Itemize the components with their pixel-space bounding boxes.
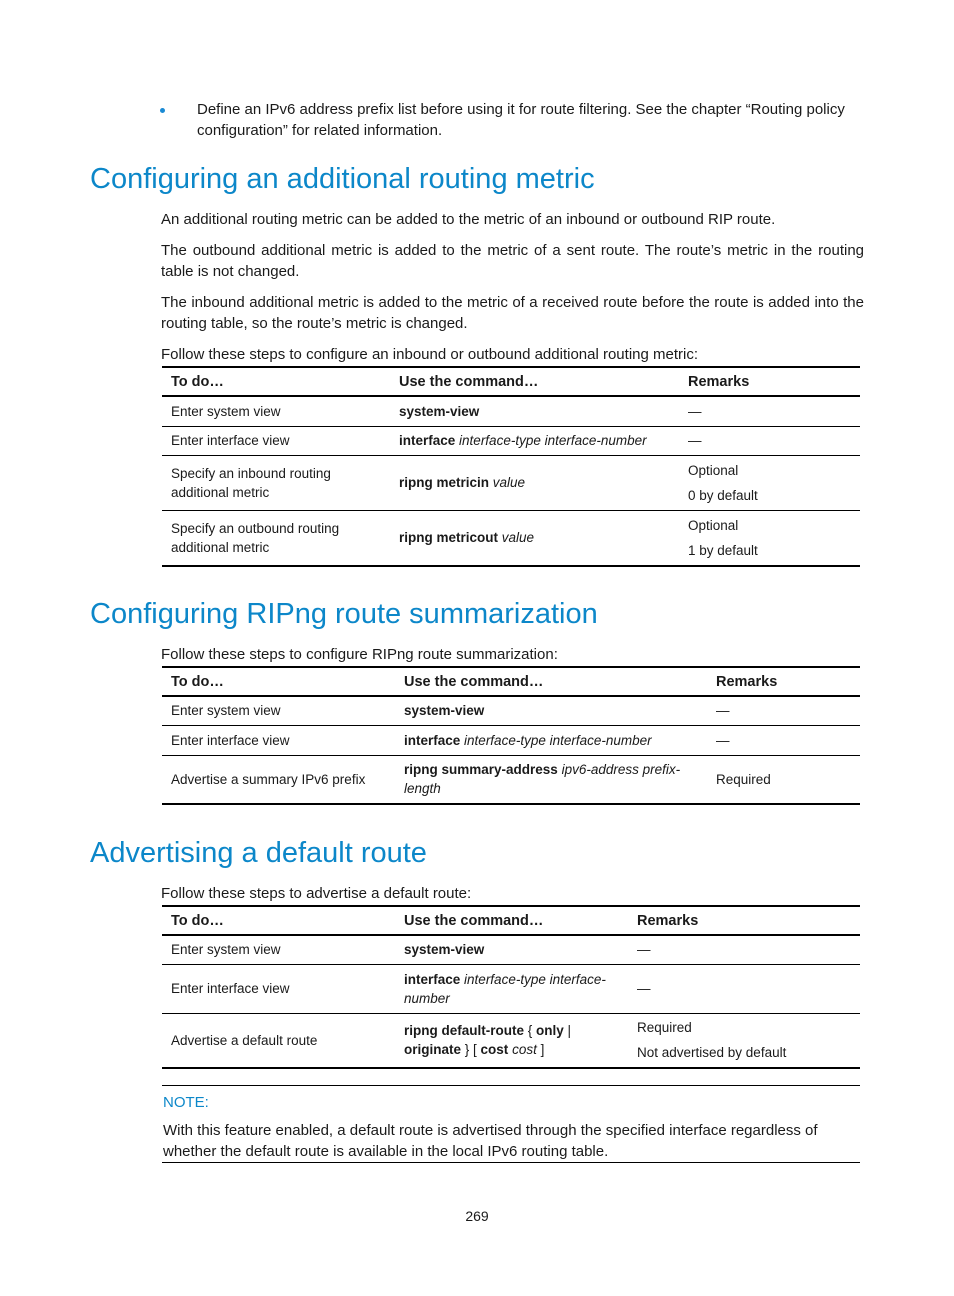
command-keyword: interface	[404, 732, 461, 748]
remarks-cell: Required	[707, 755, 860, 804]
paragraph: The outbound additional metric is added to the metric of a sent route. The route’s metric in the routing table is not changed.	[161, 242, 864, 280]
table-header-row	[162, 906, 860, 935]
header-remarks: Remarks	[628, 906, 860, 935]
section-heading-route-summarization: Configuring RIPng route summarization	[90, 598, 598, 630]
remarks-cell: —	[707, 696, 860, 725]
page-number: 269	[465, 1208, 489, 1224]
paragraph: An additional routing metric can be added to the metric of an inbound or outbound RIP route.	[161, 211, 776, 228]
header-remarks: Remarks	[679, 367, 860, 396]
command-keyword: ripng metricout	[399, 530, 499, 546]
command-keyword: interface	[399, 433, 456, 448]
todo-cell: Enter interface view	[162, 964, 395, 1013]
paragraph: Follow these steps to configure RIPng route summarization:	[161, 646, 558, 663]
remark-line: Required	[637, 1020, 692, 1036]
intro-bullet-text: Define an IPv6 address prefix list before using it for route filtering. See the chapter “Routing policy configuration” for related information.	[197, 101, 845, 139]
remark-line: 1 by default	[688, 542, 758, 558]
header-remarks: Remarks	[707, 667, 860, 696]
section-heading-default-route: Advertising a default route	[90, 837, 427, 869]
paragraph: Follow these steps to advertise a default route:	[161, 885, 472, 902]
table-header-row	[162, 367, 860, 396]
todo-cell: Enter system view	[162, 935, 395, 964]
command-cell	[395, 755, 707, 804]
command-keyword: system-view	[404, 942, 485, 958]
command-keyword: system-view	[404, 703, 485, 719]
todo-cell: Advertise a summary IPv6 prefix	[162, 755, 395, 804]
note-text: With this feature enabled, a default route is advertised through the specified interface regardless of whether the default route is available in the local IPv6 routing table.	[163, 1122, 818, 1160]
intro-bullet	[160, 99, 865, 141]
command-cell	[395, 696, 707, 725]
metric-command-table	[162, 366, 860, 567]
remark-line: 0 by default	[688, 487, 758, 503]
bullet-dot-icon	[160, 108, 165, 113]
todo-cell: Enter interface view	[162, 426, 390, 455]
header-command: Use the command…	[395, 906, 628, 935]
command-keyword: interface	[404, 971, 461, 987]
table-row	[162, 696, 860, 725]
table-row	[162, 510, 860, 566]
command-argument: interface-type interface-number	[404, 971, 606, 1006]
command-argument: interface-type interface-number	[464, 732, 652, 748]
command-argument: value	[492, 475, 526, 490]
table-header-row	[162, 667, 860, 696]
command-keyword: ripng metricin	[399, 475, 490, 490]
remarks-cell	[679, 510, 860, 566]
table-row	[162, 964, 860, 1013]
table-row	[162, 396, 860, 426]
remarks-cell: —	[628, 964, 860, 1013]
table-row	[162, 426, 860, 455]
command-cell	[390, 510, 679, 566]
command-keyword: cost	[480, 1042, 509, 1058]
command-cell	[395, 725, 707, 755]
command-cell	[390, 455, 679, 510]
remarks-cell	[679, 455, 860, 510]
command-cell	[395, 1013, 628, 1068]
command-syntax: } [	[461, 1042, 481, 1058]
command-cell	[395, 964, 628, 1013]
remarks-cell: —	[679, 396, 860, 426]
remark-line: Optional	[688, 517, 739, 533]
todo-cell: Specify an inbound routing additional metric	[162, 455, 390, 510]
table-row	[162, 935, 860, 964]
command-cell	[390, 396, 679, 426]
table-row	[162, 455, 860, 510]
note-top-rule	[162, 1085, 860, 1086]
command-argument: interface-type interface-number	[459, 433, 647, 448]
header-command: Use the command…	[395, 667, 707, 696]
header-todo: To do…	[162, 367, 390, 396]
command-cell	[395, 935, 628, 964]
todo-cell: Enter system view	[162, 696, 395, 725]
command-argument: value	[501, 530, 535, 546]
command-cell	[390, 426, 679, 455]
command-keyword: ripng default-route	[404, 1023, 524, 1039]
command-syntax: {	[524, 1023, 537, 1039]
paragraph: The inbound additional metric is added to the metric of a received route before the route is added into the routing table, so the route’s metric is changed.	[161, 294, 864, 332]
header-todo: To do…	[162, 906, 395, 935]
command-syntax: ]	[536, 1042, 545, 1058]
summarization-command-table	[162, 666, 860, 805]
remark-line: Not advertised by default	[637, 1045, 787, 1061]
remarks-cell	[628, 1013, 860, 1068]
paragraph: Follow these steps to configure an inbound or outbound additional routing metric:	[161, 346, 699, 363]
note-bottom-rule	[162, 1162, 860, 1163]
section-heading-additional-metric: Configuring an additional routing metric	[90, 163, 595, 195]
todo-cell: Specify an outbound routing additional metric	[162, 510, 390, 566]
command-keyword: only	[536, 1023, 564, 1039]
command-argument: cost	[512, 1042, 537, 1058]
command-argument: ipv6-address prefix-length	[404, 762, 681, 797]
table-row	[162, 725, 860, 755]
header-todo: To do…	[162, 667, 395, 696]
default-route-command-table	[162, 905, 860, 1069]
todo-cell: Enter system view	[162, 396, 390, 426]
header-command: Use the command…	[390, 367, 679, 396]
command-syntax: |	[563, 1023, 572, 1039]
note-label: NOTE:	[163, 1094, 209, 1111]
command-keyword: ripng summary-address	[404, 762, 558, 778]
remarks-cell: —	[679, 426, 860, 455]
command-keyword: system-view	[399, 403, 480, 419]
table-row	[162, 755, 860, 804]
remarks-cell: —	[628, 935, 860, 964]
command-keyword: originate	[404, 1042, 462, 1058]
remark-line: Optional	[688, 462, 739, 478]
remarks-cell: —	[707, 725, 860, 755]
table-row	[162, 1013, 860, 1068]
todo-cell: Enter interface view	[162, 725, 395, 755]
todo-cell: Advertise a default route	[162, 1013, 395, 1068]
